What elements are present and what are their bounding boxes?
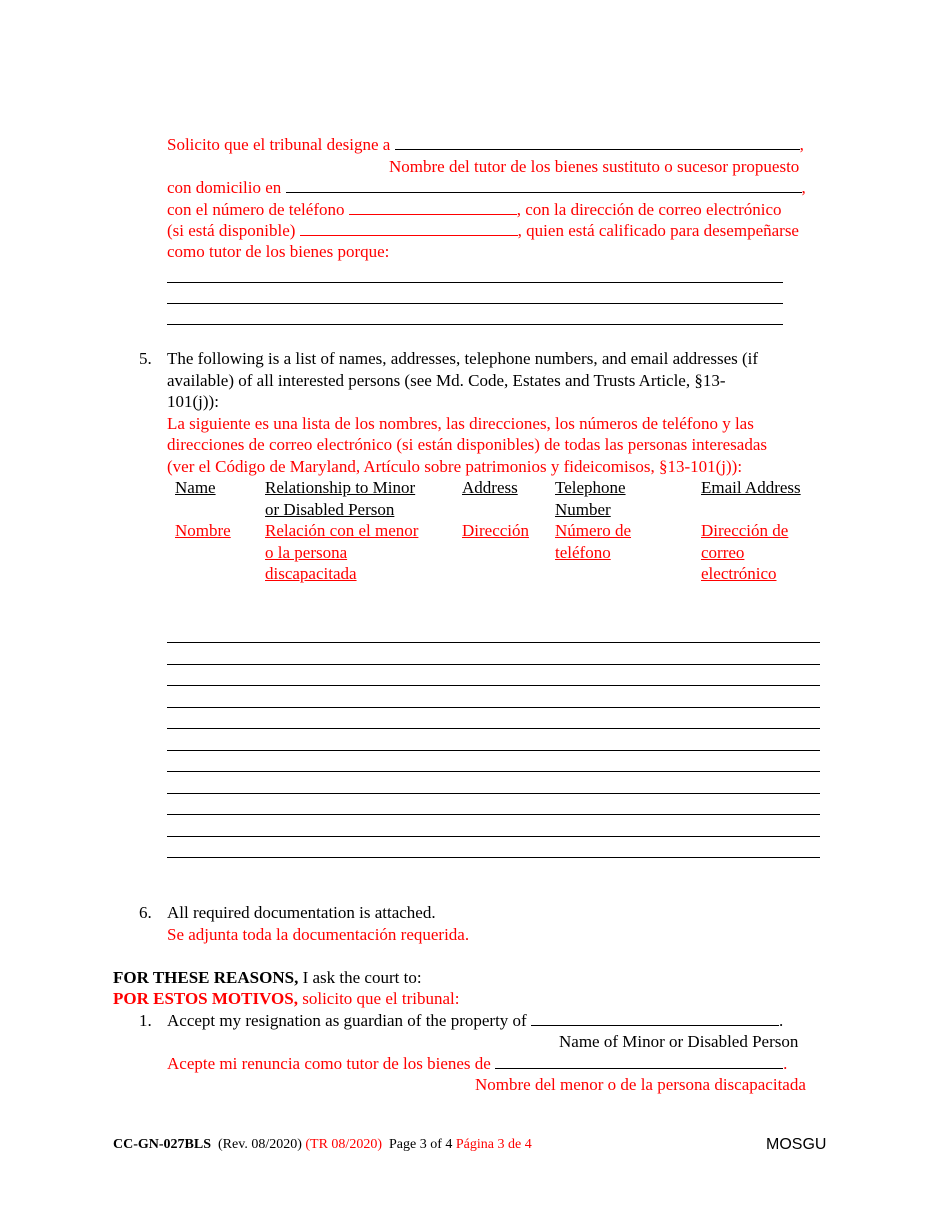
designate-line-5: como tutor de los bienes porque: (167, 242, 390, 261)
header-name-es: Nombre (175, 521, 231, 540)
interested-person-line[interactable] (167, 664, 820, 665)
interested-person-line[interactable] (167, 642, 820, 643)
interested-person-line[interactable] (167, 836, 820, 837)
footer-code: MOSGU (766, 1136, 827, 1153)
header-relationship-es: Relación con el menor o la persona discapacitada (265, 521, 419, 583)
designate-line-1: Solicito que el tribunal designe a , (167, 135, 804, 154)
item-5-es-line-2: direcciones de correo electrónico (si están disponibles) de todas las personas interesadas (167, 435, 767, 454)
item-6-number: 6. (139, 903, 152, 922)
interested-person-line[interactable] (167, 793, 820, 794)
header-email-es: Dirección de correo electrónico (701, 521, 789, 583)
reason-line[interactable] (167, 303, 783, 304)
interested-person-line[interactable] (167, 685, 820, 686)
successor-name-caption: Nombre del tutor de los bienes sustituto o sucesor propuesto (389, 157, 800, 176)
header-telephone-en: Telephone Number (555, 478, 626, 519)
reasons-es: POR ESTOS MOTIVOS, solicito que el tribunal: (113, 989, 460, 1008)
item-5-es-line-1: La siguiente es una lista de los nombres, las direcciones, los números de teléfono y las (167, 414, 754, 433)
interested-person-line[interactable] (167, 771, 820, 772)
reason-line[interactable] (167, 324, 783, 325)
item-5-en-line-1: The following is a list of names, addresses, telephone numbers, and email addresses (if (167, 349, 759, 368)
request-1-es: Acepte mi renuncia como tutor de los bienes de . (167, 1054, 788, 1073)
header-relationship-en: Relationship to Minor or Disabled Person (265, 478, 416, 519)
interested-person-line[interactable] (167, 707, 820, 708)
reason-line[interactable] (167, 282, 783, 283)
header-address-es: Dirección (462, 521, 530, 540)
minor-name-field[interactable] (531, 1011, 779, 1026)
item-5-en-line-3: 101(j)): (167, 392, 219, 411)
successor-email-field[interactable] (300, 221, 518, 236)
header-address-en: Address (462, 478, 518, 497)
successor-address-field[interactable] (286, 178, 802, 193)
request-1-en: Accept my resignation as guardian of the property of . (167, 1011, 784, 1030)
item-6-en: All required documentation is attached. (167, 903, 436, 922)
successor-name-field[interactable] (395, 135, 800, 150)
successor-phone-field[interactable] (349, 200, 517, 215)
item-6-es: Se adjunta toda la documentación requerida. (167, 925, 470, 944)
interested-person-line[interactable] (167, 728, 820, 729)
minor-name-caption: Name of Minor or Disabled Person (559, 1032, 799, 1051)
request-1-number: 1. (139, 1011, 152, 1030)
item-5-number: 5. (139, 349, 152, 368)
header-email-en: Email Address (701, 478, 801, 497)
interested-person-line[interactable] (167, 814, 820, 815)
designate-line-2: con domicilio en , (167, 178, 806, 197)
item-5-en-line-2: available) of all interested persons (see Md. Code, Estates and Trusts Article, §13- (167, 371, 726, 390)
designate-line-4: (si está disponible) , quien está calificado para desempeñarse (167, 221, 799, 240)
designate-line-3: con el número de teléfono , con la dirección de correo electrónico (167, 200, 782, 219)
header-telephone-es: Número de teléfono (555, 521, 632, 562)
footer-form-info: CC-GN-027BLS (Rev. 08/2020) (TR 08/2020) Page 3 of 4 Página 3 de 4 (113, 1137, 532, 1152)
reasons-en: FOR THESE REASONS, I ask the court to: (113, 968, 422, 987)
interested-person-line[interactable] (167, 857, 820, 858)
item-5-es-line-3: (ver el Código de Maryland, Artículo sobre patrimonios y fideicomisos, §13-101(j)): (167, 457, 743, 476)
interested-person-line[interactable] (167, 750, 820, 751)
header-name-en: Name (175, 478, 216, 497)
minor-name-field-es[interactable] (495, 1054, 783, 1069)
minor-name-caption-es: Nombre del menor o de la persona discapacitada (475, 1075, 806, 1094)
